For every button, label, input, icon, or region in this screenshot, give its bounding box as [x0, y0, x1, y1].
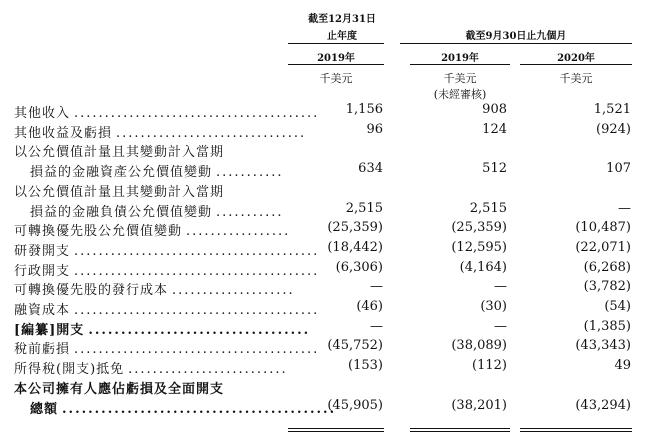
row-label-text: 可轉換優先股的發行成本 [14, 283, 169, 298]
row-value-col3: (6,268) [583, 260, 631, 275]
row-label-text: 以公允價值計量且其變動計入當期 [14, 185, 225, 200]
row-value-col1: 634 [358, 161, 383, 176]
dot-leader: ........................................ [74, 264, 320, 279]
row-label-text: 總額 [30, 402, 59, 417]
header-period-nine-months: 截至9月30日止九個月 [465, 31, 567, 42]
row-label-text: 損益的金融負債公允價值變動 [30, 205, 213, 220]
row-label [14, 338, 319, 357]
row-value-col3: (1,385) [583, 319, 631, 334]
row-value-col2: (38,089) [451, 338, 507, 353]
row-value-col3: (924) [596, 122, 631, 137]
row-value-col2: 2,515 [469, 201, 507, 216]
row-value-col1: 1,156 [345, 102, 383, 117]
header-rule-col3 [520, 64, 632, 65]
row-value-col1: (25,359) [327, 220, 383, 235]
header-period-year-line2: 止年度 [327, 31, 357, 42]
row-value-col1: (46) [356, 299, 383, 314]
row-value-col3: 1,521 [593, 102, 631, 117]
row-label [14, 141, 224, 160]
row-value-col2: (12,595) [451, 240, 507, 255]
row-label [14, 102, 319, 121]
dot-leader: ................. [186, 224, 291, 239]
row-value-col1: (45,752) [327, 338, 383, 353]
row-value-col2: (30) [480, 299, 507, 314]
row-label-text: 行政開支 [14, 264, 71, 279]
row-label-text: 可轉換優先股公允價值變動 [14, 224, 183, 239]
row-label [14, 319, 310, 338]
row-label [30, 398, 336, 417]
row-value-col1: (153) [348, 358, 383, 373]
row-value-col2: 908 [482, 102, 507, 117]
row-value-col3: (54) [604, 299, 631, 314]
row-value-col3: (22,071) [575, 240, 631, 255]
row-value-col1: (18,442) [327, 240, 383, 255]
row-label [14, 181, 224, 200]
row-value-col1: 96 [366, 122, 383, 137]
row-label [30, 161, 283, 180]
row-label [14, 220, 290, 239]
row-label-text: 融資成本 [14, 303, 71, 318]
total-rule-col1-a [288, 428, 384, 429]
dot-leader: ........................................ [74, 342, 320, 357]
total-rule-col2-b [410, 431, 510, 432]
row-value-col3: (43,294) [575, 398, 631, 413]
row-value-col1: 2,515 [345, 201, 383, 216]
dot-leader: ........................................ [74, 106, 320, 121]
row-label [14, 122, 306, 141]
row-value-col2: (4,164) [459, 260, 507, 275]
row-value-col1: (6,306) [335, 260, 383, 275]
row-label-text: 稅前虧損 [14, 342, 71, 357]
row-label-text: 所得稅(開支)抵免 [14, 362, 125, 377]
dot-leader: .......................................... [62, 402, 337, 417]
header-rule-col1-top [288, 43, 384, 44]
row-value-col3: 107 [606, 161, 631, 176]
row-value-col2: (25,359) [451, 220, 507, 235]
row-value-col3: (43,343) [575, 338, 631, 353]
row-value-col3: (10,487) [575, 220, 631, 235]
header-col2-unit: 千美元 [443, 72, 477, 85]
row-label-text: 其他收入 [14, 106, 71, 121]
row-label [14, 260, 319, 279]
total-rule-col1-b [288, 431, 384, 432]
dot-leader: ........................................ [74, 244, 320, 259]
header-col2-year: 2019年 [441, 53, 479, 64]
row-value-col2: (112) [472, 358, 507, 373]
dot-leader: .................................. [88, 323, 311, 338]
row-value-col3: — [618, 201, 631, 216]
row-label [14, 240, 319, 259]
header-period-year-line1: 截至12月31日 [308, 14, 376, 25]
header-col3-unit: 千美元 [559, 72, 593, 85]
header-rule-col1 [288, 64, 384, 65]
row-label [14, 299, 319, 318]
row-value-col1: — [370, 319, 383, 334]
header-rule-group2-top [400, 43, 632, 44]
row-label-text: 其他收益及虧損 [14, 126, 113, 141]
dot-leader: ............................... [116, 126, 307, 141]
row-value-col2: — [494, 319, 507, 334]
header-col3-year: 2020年 [557, 53, 595, 64]
row-value-col2: (38,201) [451, 398, 507, 413]
row-value-col1: — [370, 279, 383, 294]
dot-leader: ........... [216, 205, 284, 220]
row-label-text: 研發開支 [14, 244, 71, 259]
total-rule-col3-a [520, 428, 632, 429]
row-label-text: 以公允價值計量且其變動計入當期 [14, 145, 225, 160]
row-label [14, 358, 288, 377]
row-label-text: 本公司擁有人應佔虧損及全面開支 [14, 382, 225, 397]
row-value-col1: (45,905) [327, 398, 383, 413]
row-label-text: [編纂]開支 [14, 323, 85, 338]
total-rule-col2-a [410, 428, 510, 429]
dot-leader: .................... [172, 283, 295, 298]
row-value-col2: 124 [482, 122, 507, 137]
row-label-text: 損益的金融資產公允價值變動 [30, 165, 213, 180]
row-label [30, 201, 283, 220]
header-col1-unit: 千美元 [319, 72, 353, 85]
header-rule-col2 [410, 64, 510, 65]
row-value-col3: 49 [614, 358, 631, 373]
row-label [14, 378, 224, 397]
header-col1-year: 2019年 [317, 53, 355, 64]
header-col2-unaudited-note: (未經審核) [433, 88, 487, 101]
row-value-col3: (3,782) [583, 279, 631, 294]
row-value-col2: 512 [482, 161, 507, 176]
dot-leader: ........................................ [74, 303, 320, 318]
total-rule-col3-b [520, 431, 632, 432]
row-value-col2: — [494, 279, 507, 294]
row-label [14, 279, 295, 298]
dot-leader: .......................... [128, 362, 288, 377]
dot-leader: ........... [216, 165, 284, 180]
